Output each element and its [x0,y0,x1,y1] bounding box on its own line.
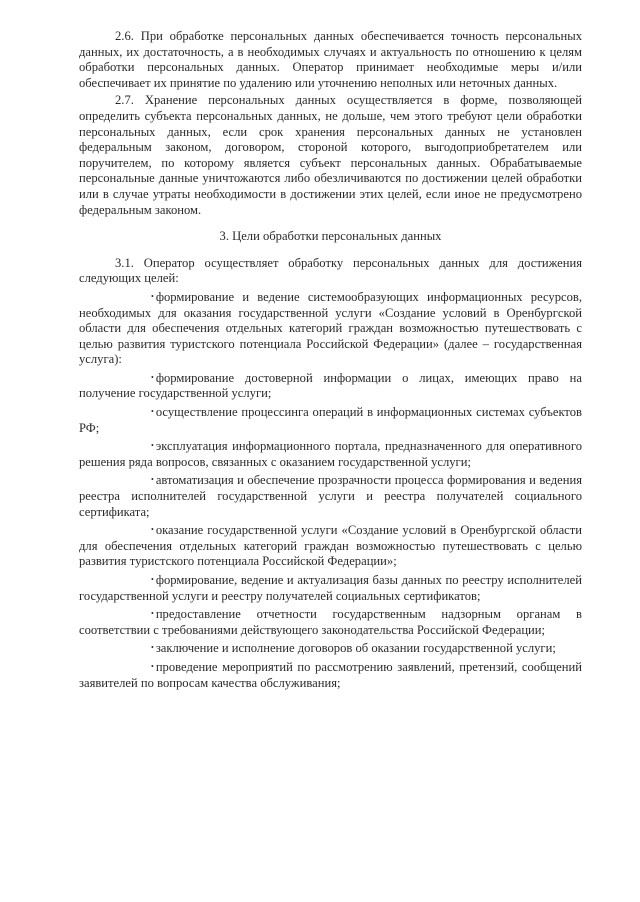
list-item [79,438,582,470]
list-item [79,640,582,657]
list-item-text: осуществление процессинга операций в информационных системах субъектов РФ; [79,405,582,435]
paragraph-2-7: 2.7. Хранение персональных данных осуществляется в форме, позволяющей определить субъекта персональных данных, не дольше, чем этого требуют цели обработки персональных данных, если срок хранения персональных данных не установлен федеральным законом, договором, стороной которого, выгодоприобретателем или поручителем, по которому является субъект персональных данных. Обрабатываемые персональные данные уничтожаются либо обезличиваются по достижении целей обработки или в случае утраты необходимости в достижении этих целей, если иное не предусмотрено федеральным законом. [79,93,582,217]
bullet-icon: • [151,643,154,653]
list-item-text: эксплуатация информационного портала, предназначенного для оперативного решения ряда вопросов, связанных с оказанием государственной услуги; [79,439,582,469]
list-item-text: проведение мероприятий по рассмотрению заявлений, претензий, сообщений заявителей по вопросам качества обслуживания; [79,659,582,690]
paragraph-2-6: 2.6. При обработке персональных данных обеспечивается точность персональных данных, их достаточность, а в необходимых случаях и актуальность по отношению к целям обработки персональных данных. Оператор принимает необходимые меры и/или обеспечивает их принятие по удалению или уточнению неполных или неточных данных. [79,29,582,90]
bullet-icon: • [151,407,154,417]
bullet-icon: • [151,475,154,485]
document-body [79,29,582,691]
list-item [79,370,582,402]
list-item-text: формирование достоверной информации о лицах, имеющих право на получение государственной услуги; [79,370,582,401]
list-item [79,572,582,604]
bullet-icon: • [151,372,154,382]
list-item [79,659,582,691]
bullet-icon: • [151,525,154,535]
list-item [79,472,582,520]
list-item-text: предоставление отчетности государственным надзорным органам в соответствии с требованиями действующего законодательства Российской Федерации; [79,607,582,637]
goals-list [79,289,582,691]
bullet-icon: • [151,575,154,584]
list-item-text: заключение и исполнение договоров об оказании государственной услуги; [155,641,556,656]
bullet-icon: • [151,291,154,301]
paragraph-3-1: 3.1. Оператор осуществляет обработку персональных данных для достижения следующих целей: [79,255,582,286]
list-item [79,522,582,570]
list-item [79,606,582,638]
bullet-icon: • [151,661,154,671]
bullet-icon: • [151,441,154,451]
list-item-text: автоматизация и обеспечение прозрачности процесса формирования и ведения реестра исполнителей государственной услуги и реестра получателей социального сертификата; [79,473,582,519]
list-item-text: формирование, ведение и актуализация базы данных по реестру исполнителей государственной услуги и реестру получателей социальных сертификатов; [79,573,582,603]
bullet-icon: • [151,609,154,619]
section-3-heading: 3. Цели обработки персональных данных [219,229,442,244]
list-item [79,404,582,436]
list-item-text: оказание государственной услуги «Создание условий в Оренбургской области для обеспечения отдельных категорий граждан возможностью путешествовать с целью развития туристского потенциала Российской Федерации»; [79,523,582,569]
list-item-text: формирование и ведение системообразующих информационных ресурсов, необходимых для оказания государственной услуги «Создание условий в Оренбургской области для обеспечения отдельных категорий граждан возможностью путешествовать с целью развития туристского потенциала Российской Федерации» (далее – государственная услуга): [79,289,582,367]
list-item [79,289,582,368]
